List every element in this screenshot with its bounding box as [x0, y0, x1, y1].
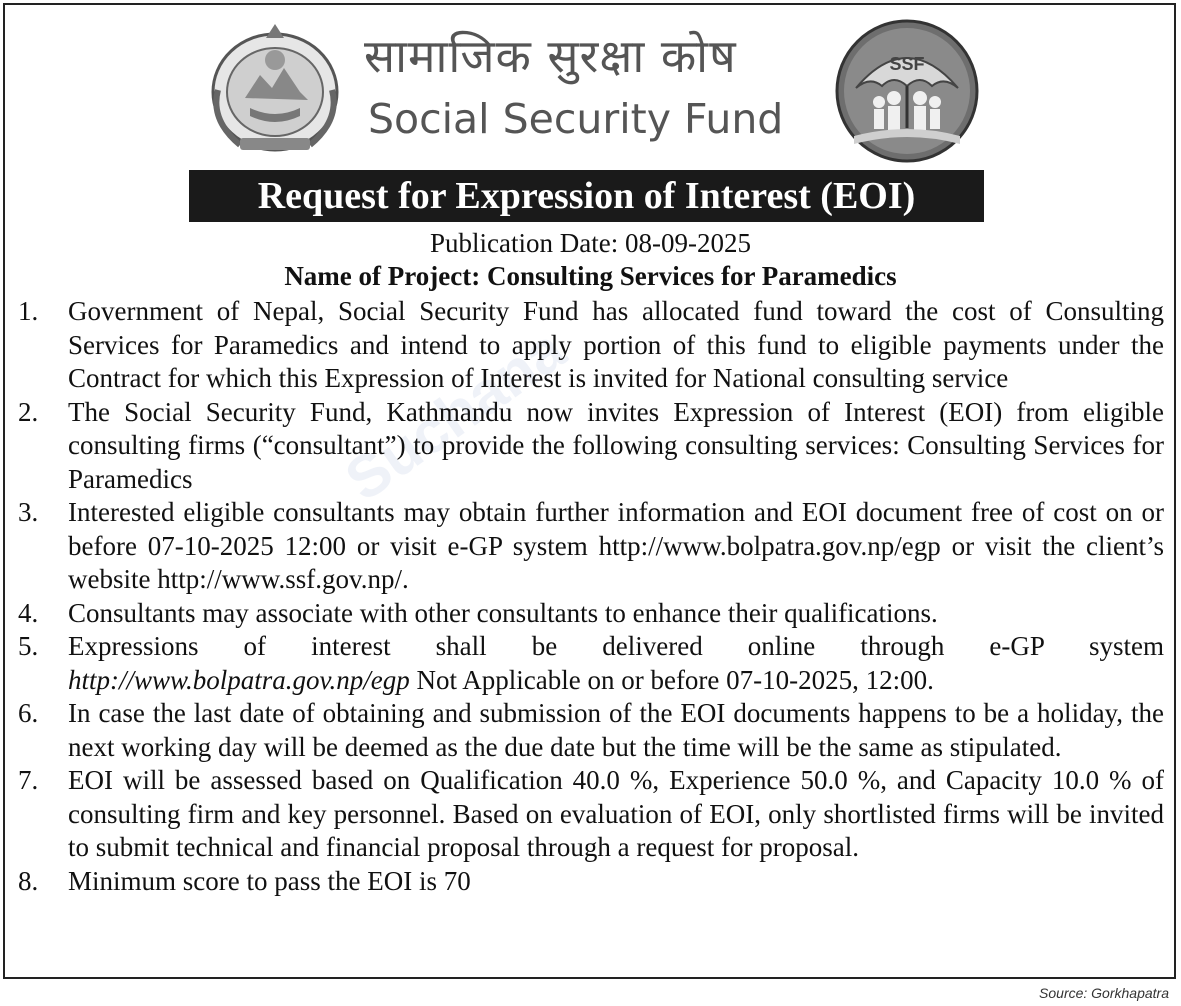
item-text	[68, 630, 1164, 697]
project-name: Name of Project: Consulting Services for Paramedics	[284, 261, 897, 291]
item-text: In case the last date of obtaining and submission of the EOI documents happens to be a holiday, the next working day will be deemed as the due date but the time will be the same as stipulated.	[68, 698, 1164, 762]
org-name-nepali: सामाजिक सुरक्षा कोष	[364, 29, 737, 83]
item-text-after: Not Applicable on or before 07-10-2025, 12:00.	[409, 664, 934, 695]
item-number: 5.	[18, 631, 39, 661]
notice-header	[0, 8, 1181, 168]
list-item	[18, 630, 1164, 697]
list-item	[18, 597, 1164, 631]
item-text: The Social Security Fund, Kathmandu now invites Expression of Interest (EOI) from eligible consulting firms (“consultant”) to provide the following consulting services: Consulting Services for Paramedics	[68, 396, 1164, 494]
ssf-logo-icon	[834, 18, 980, 164]
org-name-english: Social Security Fund	[368, 95, 784, 143]
item-number: 3.	[18, 497, 39, 527]
item-text: EOI will be assessed based on Qualification 40.0 %, Experience 50.0 %, and Capacity 10.0 % of consulting firm and key personnel. Based on evaluation of EOI, only shortlisted firms will be invited to submit technical and financial proposal through a request for proposal.	[68, 765, 1164, 862]
list-item	[18, 496, 1164, 597]
item-text-before: Expressions of interest shall be delivered online through e-GP system	[68, 631, 1164, 661]
watermark: Suchana	[333, 315, 577, 514]
item-number: 4.	[18, 597, 39, 628]
notice-title: Request for Expression of Interest (EOI)	[257, 175, 916, 217]
item-number: 2.	[18, 396, 39, 427]
title-bar	[189, 170, 984, 222]
item-number: 6.	[18, 698, 39, 728]
source-credit: Source: Gorkhapatra	[1039, 985, 1169, 1001]
ssf-logo-text: SSF	[889, 54, 925, 74]
list-item	[18, 865, 1164, 899]
publication-date: Publication Date: 08-09-2025	[430, 228, 751, 258]
item-number: 1.	[18, 296, 39, 326]
item-number: 8.	[18, 865, 39, 896]
nepal-government-emblem-icon	[200, 20, 350, 160]
item-text: Government of Nepal, Social Security Fund has allocated fund toward the cost of Consulting Services for Paramedics and intend to apply portion of this fund to eligible payments under the Contract for which this Expression of Interest is invited for National consulting service	[68, 296, 1164, 393]
list-item	[18, 295, 1164, 396]
list-item	[18, 396, 1164, 497]
list-item	[18, 764, 1164, 865]
notice-items-list	[18, 295, 1164, 898]
item-text: Minimum score to pass the EOI is 70	[68, 865, 471, 896]
item-number: 7.	[18, 765, 39, 795]
item-text: Interested eligible consultants may obtain further information and EOI document free of cost on or before 07-10-2025 12:00 or visit e-GP system http://www.bolpatra.gov.np/egp or visit the client’s website http://www.ssf.gov.np/.	[68, 497, 1164, 594]
item-text: Consultants may associate with other consultants to enhance their qualifications.	[68, 597, 938, 628]
list-item	[18, 697, 1164, 764]
egp-url-link[interactable]: http://www.bolpatra.gov.np/egp	[68, 664, 410, 695]
